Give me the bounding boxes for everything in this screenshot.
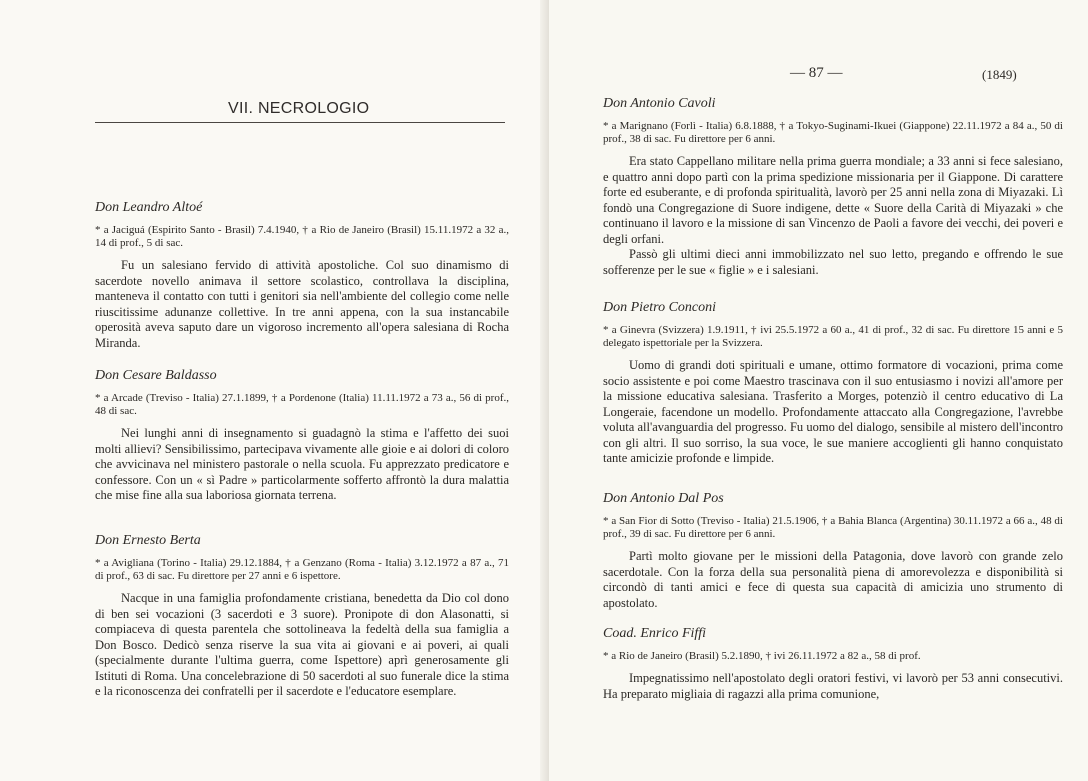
entry-paragraph: Nacque in una famiglia profondamente cristiana, benedetta da Dio col dono di ben sei vocazioni (3 sacerdoti e 3 suore). Pronipote di don Alasonatti, si compiaceva di questa parentela che sottolineava la fedeltà della sua famiglia a Don Bosco. Dedicò senza riserve la sua vita ai giovani e ai poveri, ai quali (specialmente durante l'ultima guerra, come Ispettore) aprì generosamente gli Istituti di Roma. Una concelebrazione di 50 sacerdoti al suo funerale dice la stima e la riconoscenza dei confratelli per il sacerdote e l'educatore esemplare. [95,591,509,698]
entry-paragraph: Passò gli ultimi dieci anni immobilizzato nel suo letto, pregando e offrendo le sue sofferenze per le sue « figlie » e i salesiani. [603,247,1063,277]
entry-meta: * a Ginevra (Svizzera) 1.9.1911, † ivi 25.5.1972 a 60 a., 41 di prof., 32 di sac. Fu direttore 15 anni e 5 delegato ispettoriale per la Svizzera. [603,324,1063,349]
entry-berta [95,533,509,700]
entry-body [603,358,1063,467]
entry-meta: * a Jaciguá (Espirito Santo - Brasil) 7.4.1940, † a Rio de Janeiro (Brasil) 15.11.1972 a 32 a., 14 di prof., 5 di sac. [95,224,509,249]
entry-paragraph: Fu un salesiano fervido di attività apostoliche. Col suo dinamismo di sacerdote novello animava il settore scolastico, controllava la disciplina, manteneva il contatto con tutti i genitori sia nell'ambiente del collegio come nelle riuscitissime adunanze collettive. In tre anni appena, con la sua instancabile operosità aveva saputo dare un vigoroso incremento all'opera salesiana di Rocha Miranda. [95,258,509,350]
entry-baldasso [95,368,509,504]
entry-body [603,671,1063,702]
entry-meta: * a Avigliana (Torino - Italia) 29.12.1884, † a Genzano (Roma - Italia) 3.12.1972 a 87 a., 71 di prof., 63 di sac. Fu direttore per 27 anni e 6 ispettore. [95,557,509,582]
entry-paragraph: Era stato Cappellano militare nella prima guerra mondiale; a 33 anni si fece salesiano, e quattro anni dopo partì con la prima spedizione missionaria per il Giappone. Di carattere forte ed esuberante, e di profonda spiritualità, lavorò per 25 anni nella zona di Miyazaki. Lì fondò una Congregazione di Suore indigene, dette « Suore della Carità di Miyazaki » che continuano il lavoro e la missione di san Vincenzo de Paoli a favore dei vecchi, dei poveri e degli orfani. [603,154,1063,246]
entry-name: Don Ernesto Berta [95,533,201,548]
entry-meta: * a Marignano (Forlì - Italia) 6.8.1888, † a Tokyo-Suginami-Ikuei (Giappone) 22.11.1972 a 84 a., 50 di prof., 38 di sac. Fu direttore per 6 anni. [603,120,1063,145]
page-number: — 87 — [790,65,843,81]
entry-paragraph: Impegnatissimo nell'apostolato degli oratori festivi, vi lavorò per 53 anni consecutivi. Ha preparato migliaia di ragazzi alla prima comunione, [603,671,1063,701]
entry-paragraph: Uomo di grandi doti spirituali e umane, ottimo formatore di vocazioni, prima come socio assistente e poi come Maestro trascinava con il suo entusiasmo i novizi all'amore per la missione educativa salesiana. Trasferito a Morges, potenziò il centro educativo di La Longeraie, facendone un modello. Profondamente attaccato alla Congregazione, l'avrebbe voluta all'avanguardia del progresso. Fu uomo del dialogo, sensibile al mistero dell'incontro con gli altri. Il suo sorriso, la sua voce, le sue maniere accoglienti gli hanno conquistato tante amicizie profonde e limpide. [603,358,1063,465]
entry-name: Don Antonio Dal Pos [603,491,724,506]
page-code: (1849) [982,67,1017,82]
entry-meta: * a Rio de Janeiro (Brasil) 5.2.1890, † ivi 26.11.1972 a 82 a., 58 di prof. [603,650,921,662]
entry-altoe [95,200,509,351]
entry-meta: * a San Fior di Sotto (Treviso - Italia) 21.5.1906, † a Bahia Blanca (Argentina) 30.11.1972 a 66 a., 48 di prof., 39 di sac. Fu direttore per 6 anni. [603,515,1063,540]
entry-name: Coad. Enrico Fiffi [603,626,707,641]
entry-body [95,258,509,351]
entry-cavoli [603,96,1063,278]
entry-name: Don Antonio Cavoli [603,96,716,111]
title-rule [95,122,505,123]
entry-conconi [603,300,1063,467]
entry-paragraph: Nei lunghi anni di insegnamento si guadagnò la stima e l'affetto dei suoi molti allievi? Sensibilissimo, partecipava vivamente alle gioie e ai dolori di coloro che avvicinava nel ministero pastorale o nella scuola. Fu apprezzato predicatore e confessore. Con un « sì Padre » particolarmente sofferto affrontò la dura malattia che mise fine alla sua laboriosa giornata terrena. [95,426,509,502]
entry-name: Don Cesare Baldasso [95,368,217,383]
entry-fiffi [603,626,1063,702]
entry-name: Don Pietro Conconi [603,300,717,315]
entry-meta: * a Arcade (Treviso - Italia) 27.1.1899, † a Pordenone (Italia) 11.11.1972 a 73 a., 56 di prof., 48 di sac. [95,392,509,417]
entry-body [95,591,509,700]
chapter-title: VII. NECROLOGIO [228,100,370,117]
entry-dal-pos [603,491,1063,611]
entry-body [95,426,509,504]
entry-body [603,154,1063,278]
entry-name: Don Leandro Altoé [95,200,203,215]
right-page [549,0,1088,781]
entry-paragraph: Partì molto giovane per le missioni della Patagonia, dove lavorò con grande zelo sacerdotale. Con la forza della sua personalità piena di amorevolezza e disponibilità si circondò di tanti amici e fece di questa sua capacità di amicizia uno strumento di apostolato. [603,549,1063,610]
entry-body [603,549,1063,611]
